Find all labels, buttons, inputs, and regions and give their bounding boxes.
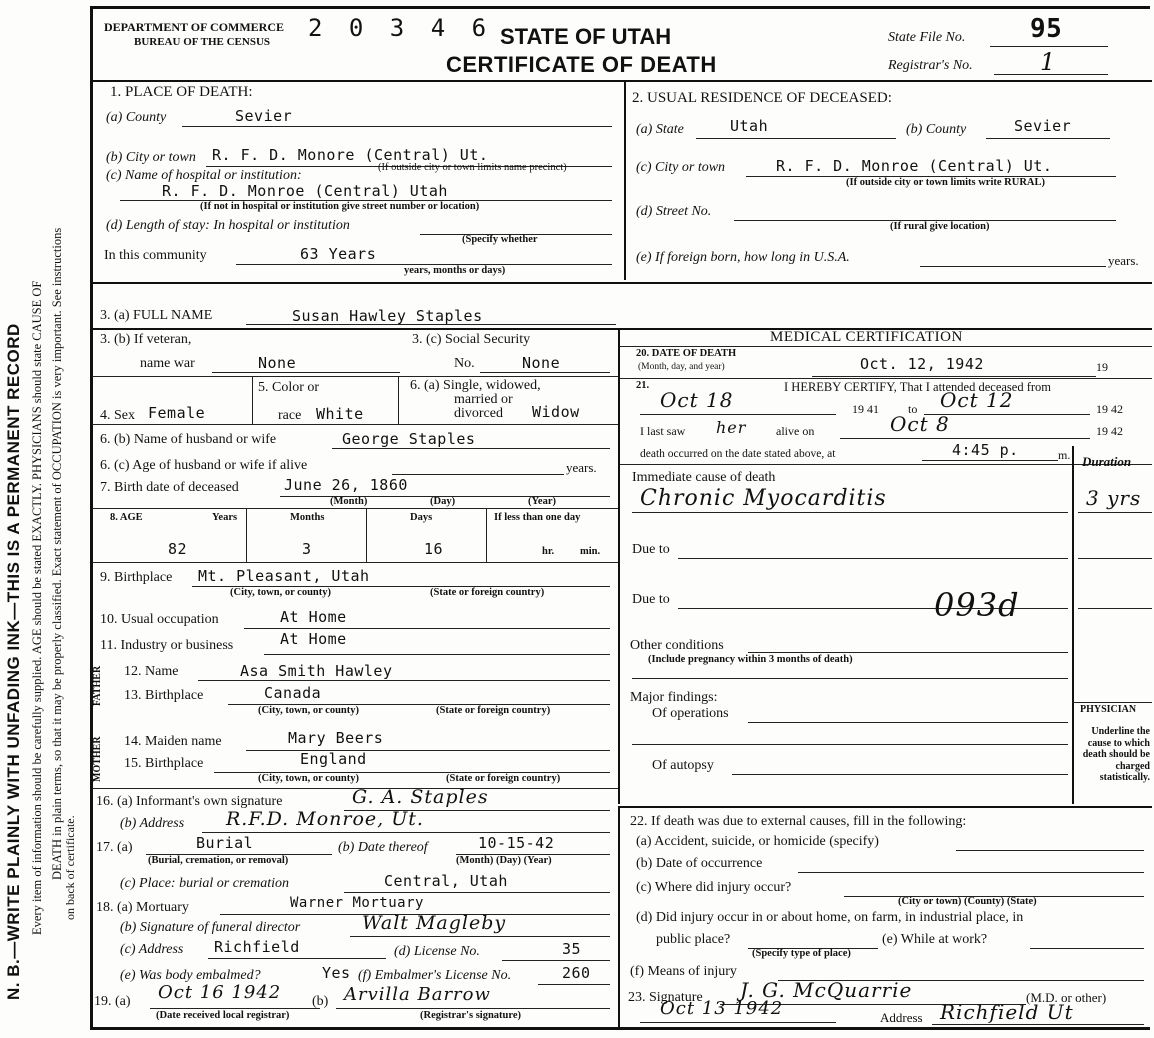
registrar-number: 1 [1040,48,1057,76]
birth-year-sub: (Year) [528,496,556,507]
veteran-label: 3. (b) If veteran, [100,332,192,347]
due-to-2-label: Due to [632,592,670,607]
state-title: STATE OF UTAH [500,24,672,49]
father-name-label: 12. Name [124,664,179,679]
cause-code: 093d [934,586,1020,624]
industry: At Home [280,630,347,648]
registrar-b-label: (b) [312,994,329,1009]
father-name: Asa Smith Hawley [240,662,393,680]
hr-label: hr. [542,546,555,557]
attended-to-label: to [908,402,918,416]
last-saw-year: 19 42 [1096,424,1123,438]
certify-text: I HEREBY CERTIFY, That I attended deceased from [784,380,1052,394]
birth-month-sub: (Month) [330,496,368,507]
county-label: (a) County [106,110,167,125]
residence-title: 2. USUAL RESIDENCE OF DECEASED: [632,90,892,106]
external-title: 22. If death was due to external causes, fill in the following: [630,814,967,829]
instructions-line-2: DEATH in plain terms, so that it may be properly classified. Exact statement of OCCUPATION is very important. See instructions [50,227,64,880]
registrar-signature: Arvilla Barrow [344,984,491,1005]
spouse-age-label: 6. (c) Age of husband or wife if alive [100,458,308,473]
death-time: 4:45 p. [952,441,1019,459]
md-label: (M.D. or other) [1026,990,1107,1005]
birthplace: Mt. Pleasant, Utah [198,567,370,585]
funeral-director-signature: Walt Magleby [362,912,507,934]
instructions-line-1: Every item of information should be carefully supplied. AGE should be stated EXACTLY. PHYSICIANS should state CAUSE OF [30,280,44,935]
age-months-head: Months [290,512,325,523]
informant-address: R.F.D. Monroe, Ut. [226,808,424,830]
operations-label: Of operations [652,706,729,721]
father-birthplace-label: 13. Birthplace [124,688,204,703]
medical-cert-title: MEDICAL CERTIFICATION [770,329,963,345]
place-of-death-title: 1. PLACE OF DEATH: [110,84,253,100]
res-city-note: (If outside city or town limits write RURAL) [846,177,1045,188]
res-city: R. F. D. Monroe (Central) Ut. [776,157,1053,175]
color-label: 5. Color or [258,380,320,395]
occupation-label: 10. Usual occupation [100,612,219,627]
embalmed-label: (e) Was body embalmed? [120,968,261,983]
license-no: 35 [562,940,582,958]
father-birthplace: Canada [264,684,322,702]
occupation: At Home [280,608,347,626]
disposition: Burial [196,834,254,852]
res-state-label: (a) State [636,122,684,137]
death-county: Sevier [235,107,293,125]
registrar-sub: (Registrar's signature) [420,1010,521,1021]
disposition-date: 10-15-42 [478,834,555,852]
license-label: (d) License No. [394,944,480,959]
date-of-death-19: 19 [1096,360,1108,374]
registrar-label: 19. (a) [94,994,131,1009]
father-state-sub: (State or foreign country) [436,705,551,716]
side-instructions [0,0,90,1038]
bureau-label: BUREAU OF THE CENSUS [134,36,271,48]
mortuary: Warner Mortuary [290,895,424,911]
birthplace-city-sub: (City, town, or county) [230,587,332,598]
marital-value: Widow [532,403,580,421]
mother-state-sub: (State or foreign country) [446,773,561,784]
age-days-head: Days [410,512,433,523]
community-stay: 63 Years [300,245,377,263]
death-occurred-label: death occurred on the date stated above, at [640,448,836,460]
ss-no-label: No. [454,356,475,371]
immediate-cause: Chronic Myocarditis [640,486,887,511]
date-received: Oct 16 1942 [158,982,282,1003]
underline-note: Underline the cause to which death should be charged statistically. [1082,726,1150,783]
alive-on-label: alive on [776,424,815,438]
date-received-sub: (Date received local registrar) [156,1010,290,1021]
duration-head: Duration [1082,454,1132,469]
date-of-death-label: 20. DATE OF DEATH [636,348,737,359]
attended-to-year: 19 42 [1096,402,1123,416]
res-county: Sevier [1014,117,1072,135]
sex-value: Female [148,404,206,422]
father-city-sub: (City, town, or county) [258,705,360,716]
embalmed: Yes [322,964,351,982]
fd-address: Richfield [214,938,300,956]
external-b: (b) Date of occurrence [636,856,763,871]
birth-date: June 26, 1860 [284,476,408,494]
mother-birthplace-label: 15. Birthplace [124,756,204,771]
ss-value: None [522,354,561,372]
certificate-number: 2 0 3 4 6 [308,14,493,42]
hospital-name: R. F. D. Monroe (Central) Utah [162,182,448,200]
registrar-no-label: Registrar's No. [888,58,973,73]
spouse-name: George Staples [342,430,476,448]
foreign-years: years. [1108,253,1139,268]
spouse-age-years: years. [566,460,597,475]
informant-signature: G. A. Staples [352,786,489,808]
informant-label: 16. (a) Informant's own signature [96,794,283,809]
war-value: None [258,354,297,372]
hospital-sub: (If not in hospital or institution give street number or location) [200,201,480,212]
age-years-head: Years [212,512,238,523]
immediate-cause-duration: 3 yrs [1086,486,1142,510]
community-label: In this community [104,248,207,263]
death-city-label: (b) City or town [106,150,196,165]
marital-label-2: married or [454,392,513,407]
birthplace-state-sub: (State or foreign country) [430,587,545,598]
birth-date-label: 7. Birth date of deceased [100,480,239,495]
burial-place: Central, Utah [384,872,508,890]
ss-label: 3. (c) Social Security [412,332,531,347]
sex-label: 4. Sex [100,408,135,423]
external-d: (d) Did injury occur in or about home, on farm, in industrial place, in [636,910,1024,925]
last-saw: her [716,418,747,437]
marital-label-3: divorced [454,406,503,421]
hospital-label: (c) Name of hospital or institution: [106,168,302,183]
marital-label-1: 6. (a) Single, widowed, [410,378,541,393]
res-city-label: (c) City or town [636,160,726,175]
mortuary-label: 18. (a) Mortuary [96,900,189,915]
last-saw-date: Oct 8 [890,412,950,436]
disposition-date-sub: (Month) (Day) (Year) [456,855,552,866]
autopsy-label: Of autopsy [652,758,714,773]
foreign-label: (e) If foreign born, how long in U.S.A. [636,250,850,265]
mother-city-sub: (City, town, or county) [258,773,360,784]
attended-to: Oct 12 [940,388,1014,412]
immediate-cause-label: Immediate cause of death [632,470,776,485]
embalmer-license-label: (f) Embalmer's License No. [358,968,512,983]
death-time-m: m. [1058,448,1071,462]
birth-day-sub: (Day) [430,496,456,507]
external-d2: public place? [656,932,731,947]
age-years: 82 [168,540,188,558]
race-value: White [316,405,364,423]
res-state: Utah [730,117,769,135]
embalmer-license: 260 [562,964,591,982]
race-label: race [278,408,302,423]
external-c-sub: (City or town) (County) (State) [898,896,1037,907]
full-name: Susan Hawley Staples [292,307,483,325]
external-f: (f) Means of injury [630,964,737,979]
physician-tag: PHYSICIAN [1080,704,1137,715]
age-label: 8. AGE [110,512,143,523]
other-conditions-label: Other conditions [630,638,724,653]
disposition-label: 17. (a) [96,840,133,855]
attended-from-year: 19 41 [852,402,879,416]
street-note: (If rural give location) [890,221,990,232]
disposition-sub: (Burial, cremation, or removal) [148,855,289,866]
external-a: (a) Accident, suicide, or homicide (specify) [636,834,879,849]
res-county-label: (b) County [906,122,967,137]
informant-address-label: (b) Address [120,816,185,831]
mother-tag: MOTHER [92,736,103,782]
signature-label: 23. Signature [628,990,703,1005]
community-sub: years, months or days) [404,265,506,276]
permanent-record-notice: N. B.—WRITE PLAINLY WITH UNFADING INK—THIS IS A PERMANENT RECORD [4,323,23,1000]
cert-no-21: 21. [636,380,650,391]
other-conditions-sub: (Include pregnancy within 3 months of death) [648,654,853,665]
hospital-note: (If outside city or town limits name precinct) [378,162,567,173]
certificate-title: CERTIFICATE OF DEATH [446,52,717,77]
disposition-date-label: (b) Date thereof [338,840,428,855]
attended-from: Oct 18 [660,388,734,412]
age-months: 3 [302,540,312,558]
spouse-label: 6. (b) Name of husband or wife [100,432,277,447]
full-name-label: 3. (a) FULL NAME [100,308,213,323]
mother-name-label: 14. Maiden name [124,734,222,749]
industry-label: 11. Industry or business [100,638,234,653]
age-less-head: If less than one day [494,512,581,523]
father-tag: FATHER [92,665,103,706]
min-label: min. [580,546,601,557]
external-e: (e) While at work? [882,932,988,947]
birthplace-label: 9. Birthplace [100,570,173,585]
physician-signature: J. G. McQuarrie [740,978,913,1002]
stay-label: (d) Length of stay: In hospital or institution [106,218,350,233]
street-label: (d) Street No. [636,204,712,219]
external-c: (c) Where did injury occur? [636,880,792,895]
burial-place-label: (c) Place: burial or cremation [120,876,289,891]
war-label: name war [140,356,195,371]
instructions-line-3: on back of certificate. [63,815,77,920]
state-file-label: State File No. [888,30,966,45]
specify-note: (Specify whether [462,234,538,245]
mother-name: Mary Beers [288,729,384,747]
major-findings-label: Major findings: [630,690,718,705]
funeral-director-label: (b) Signature of funeral director [120,920,301,935]
fd-address-label: (c) Address [120,942,184,957]
date-of-death-sub: (Month, day, and year) [638,362,725,372]
date-of-death: Oct. 12, 1942 [860,355,984,373]
due-to-1-label: Due to [632,542,670,557]
age-days: 16 [424,540,444,558]
physician-address-label: Address [880,1010,923,1025]
mother-birthplace: England [300,750,367,768]
death-city: R. F. D. Monore (Central) Ut. [212,146,489,164]
signature-date: Oct 13 1942 [660,998,784,1019]
dept-label: DEPARTMENT OF COMMERCE [104,20,285,34]
physician-address: Richfield Ut [940,1000,1074,1024]
external-d-sub: (Specify type of place) [752,948,851,959]
last-saw-label: I last saw [640,424,686,438]
state-file-number: 95 [1030,14,1063,44]
